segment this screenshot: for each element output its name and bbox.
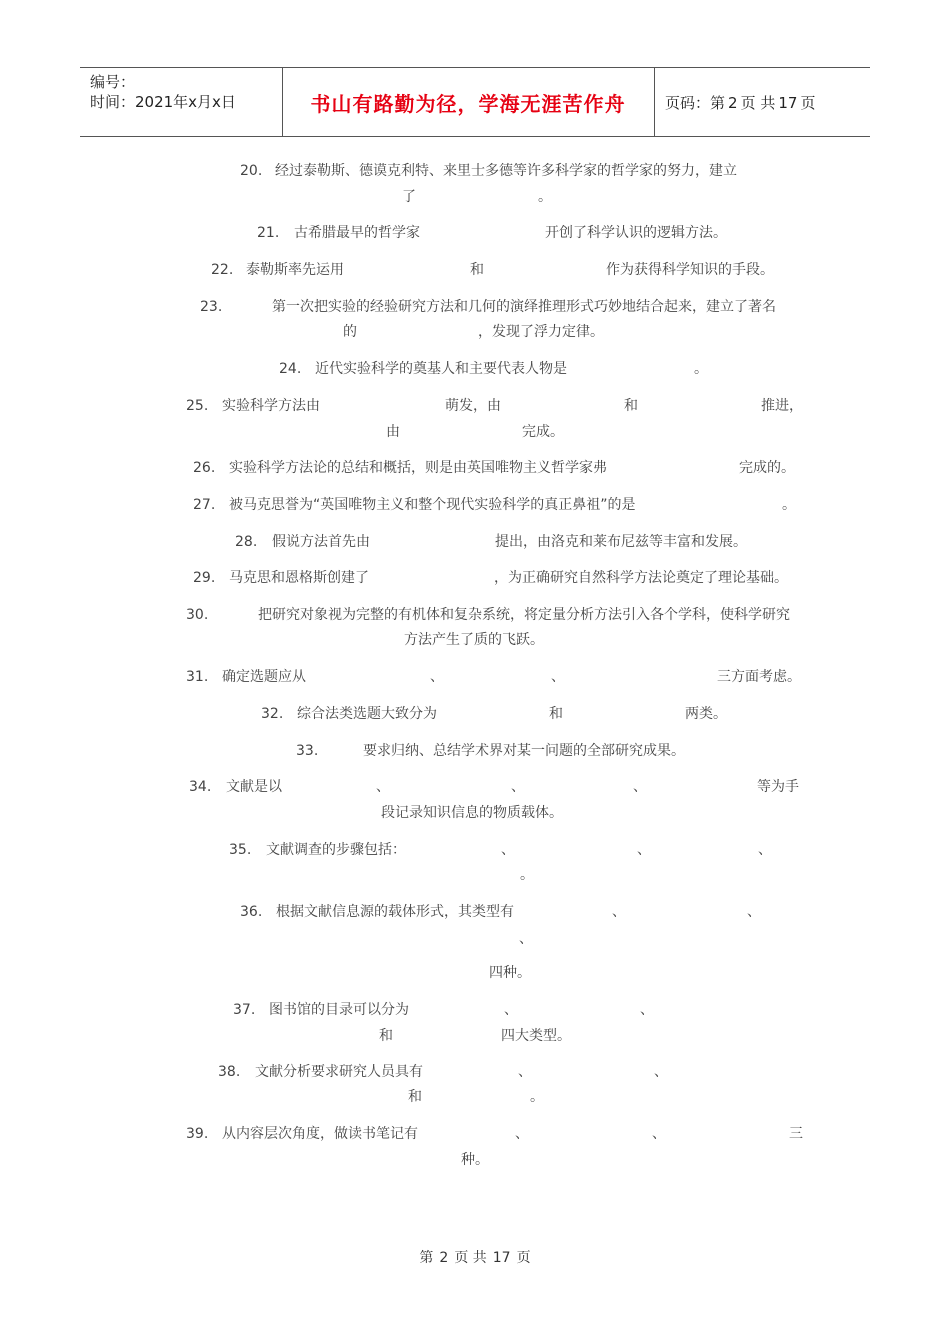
- question-text: 、: [515, 1126, 529, 1142]
- question-text: 、: [758, 842, 772, 858]
- page-suffix: 页: [800, 94, 816, 112]
- question-text: 。: [694, 361, 708, 377]
- question-text: 。: [782, 497, 796, 513]
- question-number: 26.: [193, 460, 216, 476]
- question-text: 了: [402, 189, 416, 205]
- question-number: 36.: [240, 904, 263, 920]
- question-text: 把研究对象视为完整的有机体和复杂系统，将定量分析方法引入各个学科，使科学研究: [258, 607, 790, 623]
- question-text: 、: [430, 669, 444, 685]
- question-text: 、: [376, 779, 390, 795]
- question-number: 32.: [261, 706, 284, 722]
- question-text: 、: [652, 1126, 666, 1142]
- question-text: 等为手: [757, 779, 799, 795]
- question-text: 要求归纳、总结学术界对某一问题的全部研究成果。: [363, 743, 685, 759]
- footer-prefix: 第: [419, 1250, 434, 1266]
- question-text: 由: [386, 424, 400, 440]
- question-text: 文献调查的步骤包括：: [266, 842, 406, 858]
- question-number: 38.: [218, 1064, 241, 1080]
- question-text: 泰勒斯率先运用: [246, 262, 344, 278]
- question-text: 、: [511, 779, 525, 795]
- question-text: 被马克思誉为“英国唯物主义和整个现代实验科学的真正鼻祖”的是: [229, 497, 636, 513]
- page-total: 17: [778, 94, 798, 112]
- question-text: 近代实验科学的奠基人和主要代表人物是: [315, 361, 567, 377]
- question-text: 马克思和恩格斯创建了: [229, 570, 369, 586]
- page-number: 2: [728, 94, 738, 112]
- time-label: 时间：2021年x月x日: [90, 93, 236, 111]
- question-text: 经过泰勒斯、德谟克利特、来里士多德等许多科学家的哲学家的努力，建立: [275, 163, 737, 179]
- question-text: 推进，: [761, 398, 803, 414]
- question-text: 。: [520, 867, 534, 883]
- question-text: 方法产生了质的飞跃。: [404, 632, 544, 648]
- question-text: 提出，由洛克和莱布尼兹等丰富和发展。: [495, 534, 747, 550]
- question-text: 、: [519, 931, 533, 947]
- question-text: 、: [504, 1002, 518, 1018]
- question-text: 种。: [461, 1152, 489, 1168]
- question-text: 根据文献信息源的载体形式，其类型有: [276, 904, 514, 920]
- question-number: 37.: [233, 1002, 256, 1018]
- question-number: 39.: [186, 1126, 209, 1142]
- question-text: 萌发，由: [445, 398, 501, 414]
- question-number: 22.: [211, 262, 234, 278]
- question-text: 实验科学方法论的总结和概括，则是由英国唯物主义哲学家弗: [229, 460, 607, 476]
- question-text: 、: [640, 1002, 654, 1018]
- question-text: 文献是以: [226, 779, 282, 795]
- question-text: 实验科学方法由: [222, 398, 320, 414]
- question-text: 和: [549, 706, 563, 722]
- question-text: 、: [612, 904, 626, 920]
- question-number: 21.: [257, 225, 280, 241]
- question-number: 23.: [200, 299, 223, 315]
- question-text: 、: [637, 842, 651, 858]
- question-number: 33.: [296, 743, 319, 759]
- page-mid: 页 共: [740, 94, 776, 112]
- footer-mid: 页 共: [454, 1250, 487, 1266]
- question-text: 和: [624, 398, 638, 414]
- page-prefix: 页码：第: [665, 94, 726, 112]
- question-text: 、: [633, 779, 647, 795]
- footer-page-number: 2: [439, 1250, 449, 1266]
- question-text: 、: [501, 842, 515, 858]
- question-text: ，发现了浮力定律。: [478, 324, 604, 340]
- header-motto: 书山有路勤为径，学海无涯苦作舟: [310, 91, 626, 116]
- question-number: 31.: [186, 669, 209, 685]
- footer-suffix: 页: [516, 1250, 531, 1266]
- question-text: 假说方法首先由: [272, 534, 370, 550]
- question-text: 四大类型。: [501, 1028, 571, 1044]
- question-text: 开创了科学认识的逻辑方法。: [545, 225, 727, 241]
- question-text: 、: [654, 1064, 668, 1080]
- question-text: 。: [530, 1089, 544, 1105]
- question-number: 28.: [235, 534, 258, 550]
- code-label: 编号：: [90, 73, 136, 91]
- question-text: 的: [343, 324, 357, 340]
- question-text: 四种。: [489, 965, 531, 981]
- question-number: 24.: [279, 361, 302, 377]
- question-text: 从内容层次角度，做读书笔记有: [222, 1126, 418, 1142]
- header-page-info: [665, 92, 815, 113]
- question-text: 和: [470, 262, 484, 278]
- question-text: 作为获得科学知识的手段。: [606, 262, 774, 278]
- question-text: 、: [551, 669, 565, 685]
- footer-page-total: 17: [492, 1250, 511, 1266]
- header-meta: [90, 72, 236, 112]
- question-text: 确定选题应从: [222, 669, 306, 685]
- question-number: 20.: [240, 163, 263, 179]
- question-text: 文献分析要求研究人员具有: [255, 1064, 423, 1080]
- question-number: 27.: [193, 497, 216, 513]
- question-number: 35.: [229, 842, 252, 858]
- question-text: 综合法类选题大致分为: [297, 706, 437, 722]
- question-text: 、: [747, 904, 761, 920]
- question-text: 第一次把实验的经验研究方法和几何的演绎推理形式巧妙地结合起来，建立了著名: [272, 299, 776, 315]
- question-number: 30.: [186, 607, 209, 623]
- question-text: 完成的。: [739, 460, 795, 476]
- question-text: 和: [408, 1089, 422, 1105]
- question-text: 。: [538, 189, 552, 205]
- question-number: 29.: [193, 570, 216, 586]
- question-number: 34.: [189, 779, 212, 795]
- question-text: ，为正确研究自然科学方法论奠定了理论基础。: [494, 570, 788, 586]
- question-number: 25.: [186, 398, 209, 414]
- question-text: 三方面考虑。: [717, 669, 801, 685]
- question-text: 和: [379, 1028, 393, 1044]
- question-text: 、: [518, 1064, 532, 1080]
- question-text: 完成。: [522, 424, 564, 440]
- question-text: 两类。: [685, 706, 727, 722]
- document-header: [80, 67, 870, 137]
- question-text: 图书馆的目录可以分为: [269, 1002, 409, 1018]
- page-footer: [0, 1247, 950, 1267]
- header-divider: [654, 68, 655, 136]
- question-text: 三: [789, 1126, 803, 1142]
- question-text: 段记录知识信息的物质载体。: [381, 805, 563, 821]
- question-text: 古希腊最早的哲学家: [294, 225, 420, 241]
